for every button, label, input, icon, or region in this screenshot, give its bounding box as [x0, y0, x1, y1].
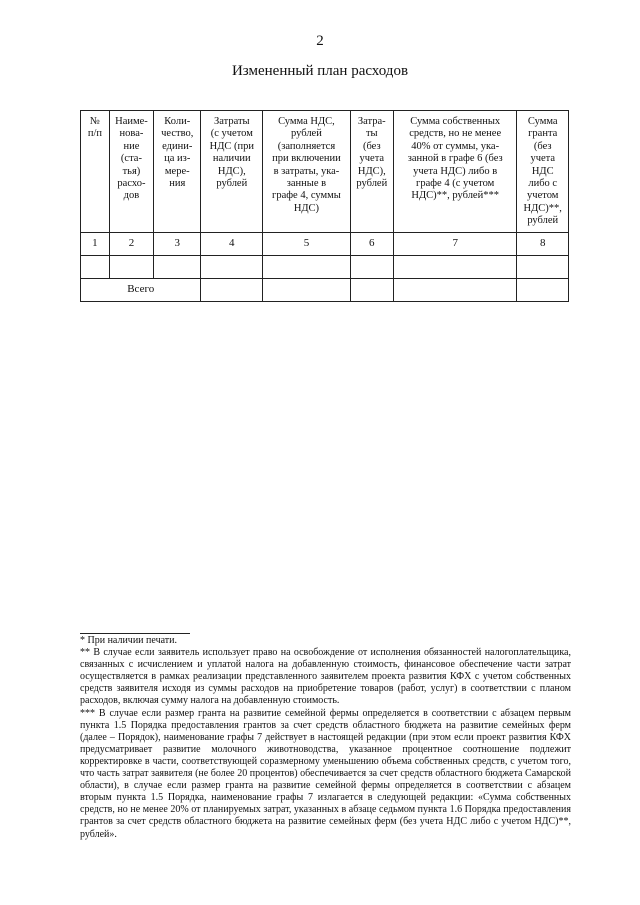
- table-cell: [109, 255, 153, 278]
- table-cell: [263, 278, 351, 301]
- footnote-separator: [80, 633, 190, 634]
- header-cell: № п/п: [81, 111, 110, 233]
- column-number-cell: 6: [350, 232, 393, 255]
- total-label: Всего: [81, 278, 201, 301]
- header-cell: Затраты (с учетом НДС (при наличии НДС), рублей: [201, 111, 263, 233]
- column-number-cell: 3: [154, 232, 201, 255]
- column-number-cell: 2: [109, 232, 153, 255]
- footnotes: [80, 635, 571, 841]
- column-number-cell: 1: [81, 232, 110, 255]
- footnote: ** В случае если заявитель использует право на освобождение от исполнения обязанностей налогоплательщика, связанных с исчислением и уплатой налога на добавленную стоимость, финансовое обеспечение части затрат осуществляется в рамках реализации представленного заявителем проекта развития КФХ с учетом собственных средств заявителя исходя из суммы расходов на приобретение товаров (работ, услуг) в соответствии с планом расходов, включая сумму налога на добавленную стоимость.: [80, 647, 571, 707]
- table-cell: [517, 278, 569, 301]
- table-cell: [350, 255, 393, 278]
- footnote: * При наличии печати.: [80, 635, 177, 646]
- header-cell: Наиме- нова- ние (ста- тья) расхо- дов: [109, 111, 153, 233]
- table-cell: [393, 255, 517, 278]
- table-cell: [154, 255, 201, 278]
- table-cell: [201, 255, 263, 278]
- table-header-row: [81, 111, 569, 233]
- footnote: *** В случае если размер гранта на развитие семейной фермы определяется в соответствии с абзацем первым пункта 1.5 Порядка предоставления грантов за счет средств областного бюджета на развитие семейных ферм (далее – Порядок), наименование графы 7 действует в настоящей редакции (при этом если проект развития КФХ предусматривает развитие молочного животноводства, указанное процентное соотношение подлежит корректировке в части, соответствующей соразмерному уменьшению объема собственных средств, с учетом того, что часть затрат заявителя (не более 20 процентов) обеспечивается за счет средств областного бюджета Самарской области), в случае если размер гранта на развитие семейной фермы определяется в соответствии с абзацем вторым пункта 1.5 Порядка, наименование графы 7 излагается в следующей редакции: «Сумма собственных средств, но не менее 20% от планируемых затрат, указанных в абзаце седьмом пункта 1.6 Порядка предоставления грантов за счет средств областного бюджета на развитие семейных ферм (без учета НДС либо с учетом НДС)**, рублей».: [80, 707, 571, 840]
- table-cell: [201, 278, 263, 301]
- table-cell: [81, 255, 110, 278]
- column-number-cell: 7: [393, 232, 517, 255]
- total-row: [81, 278, 569, 301]
- table-cell: [350, 278, 393, 301]
- header-cell: Коли- чество, едини- ца из- мере- ния: [154, 111, 201, 233]
- table-cell: [263, 255, 351, 278]
- page-title: Измененный план расходов: [231, 63, 409, 79]
- table-cell: [517, 255, 569, 278]
- header-cell: Затра- ты (без учета НДС), рублей: [350, 111, 393, 233]
- header-cell: Сумма гранта (без учета НДС либо с учетом НДС)**, рублей: [517, 111, 569, 233]
- column-number-cell: 5: [263, 232, 351, 255]
- table-cell: [393, 278, 517, 301]
- expense-plan-table: [80, 110, 569, 302]
- header-cell: Сумма собственных средств, но не менее 40% от суммы, ука- занной в графе 6 (без учета НДС) либо в графе 4 (с учетом НДС)**, рублей***: [393, 111, 517, 233]
- table-row: [81, 255, 569, 278]
- column-number-row: [81, 232, 569, 255]
- header-cell: Сумма НДС, рублей (заполняется при включении в затраты, ука- занные в графе 4, суммы НДС): [263, 111, 351, 233]
- column-number-cell: 4: [201, 232, 263, 255]
- column-number-cell: 8: [517, 232, 569, 255]
- page-number: 2: [316, 33, 324, 49]
